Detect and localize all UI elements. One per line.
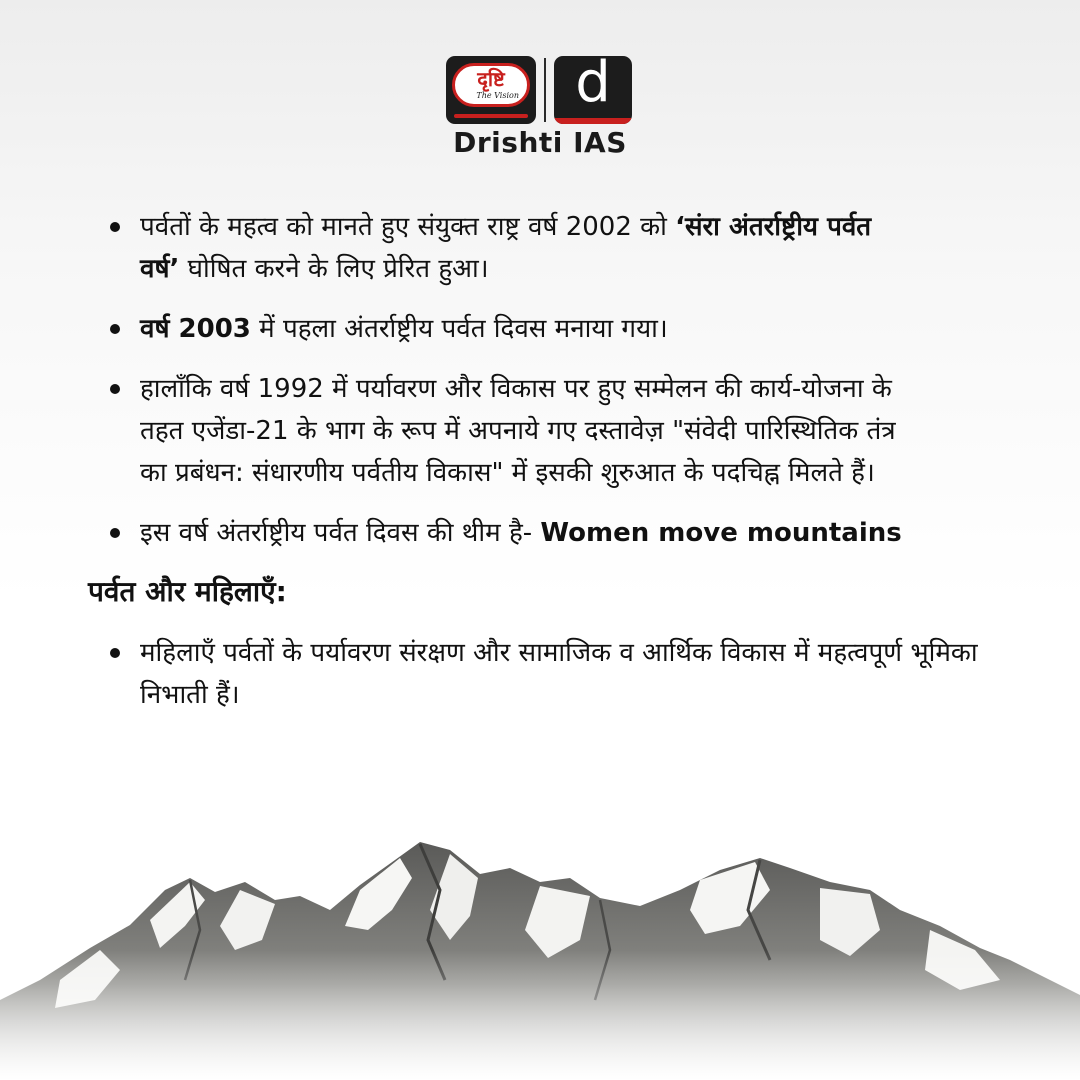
- bullet-dot-icon: [110, 528, 120, 538]
- bullet-item: [110, 512, 910, 554]
- drishti-d-logo-icon: [554, 56, 632, 124]
- bullet-text: हालाँकि वर्ष 1992 में पर्यावरण और विकास पर हुए सम्मेलन की कार्य-योजना के तहत एजेंडा-21 के भाग के रूप में अपनाये गए दस्तावेज़ "संवेदी पारिस्थितिक तंत्र का प्रबंधन: संधारणीय पर्वतीय विकास" में इसकी शुरुआत के पदचिह्न मिलते हैं।: [140, 374, 896, 488]
- logo-hindi-subtitle: The Vision: [476, 91, 519, 100]
- logo-d-letter: d: [575, 56, 611, 115]
- bullet-bold-text: Women move mountains: [540, 518, 902, 548]
- bullet-item: [110, 368, 910, 494]
- bullet-text: पर्वतों के महत्व को मानते हुए संयुक्त राष्ट्र वर्ष 2002 को: [140, 212, 676, 242]
- snow-fade: [0, 950, 1080, 1080]
- logo-red-bar: [454, 114, 528, 118]
- bullet-text: में पहला अंतर्राष्ट्रीय पर्वत दिवस मनाया गया।: [250, 314, 668, 344]
- bullet-dot-icon: [110, 222, 120, 232]
- logo-d-red-bar: [554, 118, 632, 124]
- bullet-dot-icon: [110, 324, 120, 334]
- bullet-list: [110, 206, 910, 554]
- bullet-dot-icon: [110, 648, 120, 658]
- logo-marks: [446, 56, 636, 124]
- bullet-item: [110, 308, 910, 350]
- bullet-text: महिलाएँ पर्वतों के पर्यावरण संरक्षण और सामाजिक व आर्थिक विकास में महत्वपूर्ण भूमिका निभाती हैं।: [140, 638, 978, 710]
- main-content: [0, 206, 1080, 734]
- logo-brand-name: Drishti IAS: [453, 126, 627, 159]
- bullet-bold-text: वर्ष 2003: [140, 314, 251, 344]
- brand-logo: [0, 56, 1080, 166]
- drishti-hindi-logo-icon: [446, 56, 536, 124]
- mountain-range-illustration: [0, 830, 1080, 1080]
- logo-hindi-word: दृष्टि: [477, 67, 505, 91]
- bullet-bold-text: ‘संरा अंतर्राष्ट्रीय पर्वत वर्ष’: [140, 212, 872, 284]
- bullet-text: इस वर्ष अंतर्राष्ट्रीय पर्वत दिवस की थीम है-: [140, 518, 541, 548]
- bullet-text: घोषित करने के लिए प्रेरित हुआ।: [179, 254, 489, 284]
- bullet-item: [110, 206, 910, 290]
- section-bullet-list: [110, 632, 1000, 716]
- section-title: पर्वत और महिलाएँ:: [88, 575, 287, 608]
- logo-hindi-badge: [452, 63, 530, 107]
- bullet-item: [110, 632, 1000, 716]
- bullet-dot-icon: [110, 384, 120, 394]
- logo-divider: [544, 58, 546, 122]
